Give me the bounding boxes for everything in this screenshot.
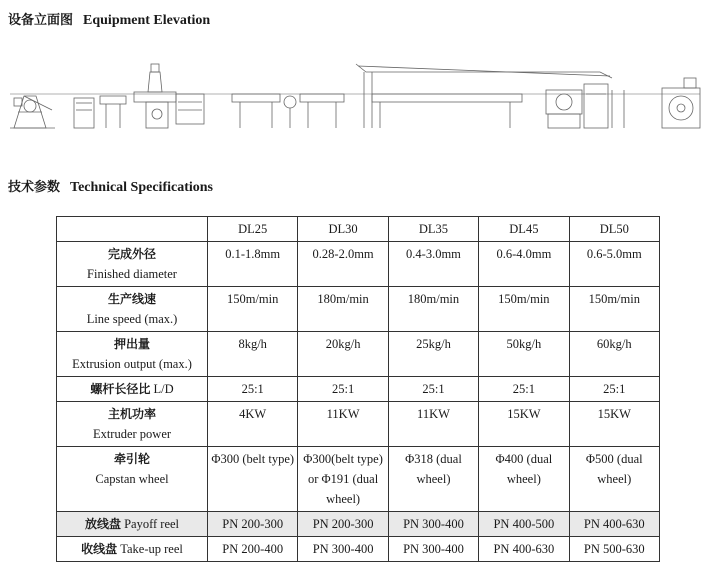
- value-cell: PN 300-400: [388, 512, 478, 537]
- value-cell: Φ400 (dual wheel): [479, 447, 569, 512]
- specs-heading: [8, 176, 213, 196]
- model-cell: DL30: [298, 217, 388, 242]
- model-cell: DL25: [208, 217, 298, 242]
- row-label: [57, 537, 208, 562]
- value-cell: 4KW: [208, 402, 298, 447]
- elevation-title-en: Equipment Elevation: [83, 13, 211, 28]
- spec-row: [57, 242, 660, 287]
- value-cell: PN 400-500: [479, 512, 569, 537]
- row-label-en: Extrusion output (max.): [72, 357, 192, 371]
- spec-row: [57, 377, 660, 402]
- value-cell: 0.1-1.8mm: [208, 242, 298, 287]
- row-label-cn: 螺杆长径比: [90, 382, 151, 396]
- value-cell: 180m/min: [298, 287, 388, 332]
- row-label-cn: 收线盘: [81, 542, 118, 556]
- payoff-stand-drawing: [10, 96, 55, 128]
- elevation-heading: [8, 9, 210, 29]
- value-cell: PN 200-300: [298, 512, 388, 537]
- value-cell: PN 200-400: [208, 537, 298, 562]
- corner-cell: [57, 217, 208, 242]
- specs-title-cn: 技术参数: [8, 180, 61, 195]
- value-cell: 150m/min: [208, 287, 298, 332]
- value-cell: 0.6-5.0mm: [569, 242, 659, 287]
- row-label: [57, 287, 208, 332]
- row-label: [57, 242, 208, 287]
- cooling-trough-drawing: [232, 94, 344, 128]
- value-cell: 60kg/h: [569, 332, 659, 377]
- elevation-title-cn: 设备立面图: [8, 13, 74, 28]
- row-label-cn: 主机功率: [107, 407, 156, 421]
- model-cell: DL50: [569, 217, 659, 242]
- value-cell: 50kg/h: [479, 332, 569, 377]
- row-label-en: Finished diameter: [87, 267, 177, 281]
- row-label-cn: 押出量: [113, 337, 150, 351]
- value-cell: 25:1: [208, 377, 298, 402]
- row-label: [57, 402, 208, 447]
- row-label-en: Capstan wheel: [95, 472, 169, 486]
- row-label-cn: 完成外径: [107, 247, 156, 261]
- value-cell: 25:1: [298, 377, 388, 402]
- value-cell: Φ500 (dual wheel): [569, 447, 659, 512]
- row-label: [57, 377, 208, 402]
- spec-row: [57, 402, 660, 447]
- row-label: [57, 447, 208, 512]
- value-cell: PN 500-630: [569, 537, 659, 562]
- value-cell: 15KW: [479, 402, 569, 447]
- value-cell: 20kg/h: [298, 332, 388, 377]
- row-label-cn: 牵引轮: [113, 452, 150, 466]
- value-cell: Φ318 (dual wheel): [388, 447, 478, 512]
- value-cell: 0.4-3.0mm: [388, 242, 478, 287]
- value-cell: 11KW: [388, 402, 478, 447]
- value-cell: 25:1: [479, 377, 569, 402]
- value-cell: 8kg/h: [208, 332, 298, 377]
- spec-row: [57, 447, 660, 512]
- row-label: [57, 332, 208, 377]
- spec-row: [57, 332, 660, 377]
- row-label: [57, 512, 208, 537]
- value-cell: PN 300-400: [298, 537, 388, 562]
- header-row: [57, 217, 660, 242]
- spec-row: [57, 512, 660, 537]
- value-cell: PN 300-400: [388, 537, 478, 562]
- value-cell: Φ300 (belt type): [208, 447, 298, 512]
- row-label-en: Payoff reel: [124, 517, 180, 531]
- value-cell: PN 400-630: [479, 537, 569, 562]
- value-cell: 11KW: [298, 402, 388, 447]
- row-label-en: Line speed (max.): [86, 312, 178, 326]
- value-cell: 0.28-2.0mm: [298, 242, 388, 287]
- value-cell: 150m/min: [479, 287, 569, 332]
- preheater-drawing: [74, 96, 126, 128]
- row-label-en: L/D: [153, 382, 174, 396]
- spec-row: [57, 537, 660, 562]
- specs-table: [56, 216, 660, 562]
- row-label-cn: 生产线速: [107, 292, 156, 306]
- row-label-en: Extruder power: [92, 427, 172, 441]
- model-cell: DL35: [388, 217, 478, 242]
- row-label-cn: 放线盘: [84, 517, 121, 531]
- value-cell: PN 200-300: [208, 512, 298, 537]
- cooling-conveyor-drawing: [356, 64, 612, 128]
- capstan-drawing: [546, 84, 624, 128]
- value-cell: 25:1: [388, 377, 478, 402]
- value-cell: 15KW: [569, 402, 659, 447]
- specs-title-en: Technical Specifications: [70, 180, 214, 195]
- value-cell: PN 400-630: [569, 512, 659, 537]
- takeup-drawing: [662, 78, 700, 128]
- extruder-drawing: [134, 64, 204, 128]
- equipment-elevation-drawing: [0, 50, 720, 136]
- value-cell: 180m/min: [388, 287, 478, 332]
- model-cell: DL45: [479, 217, 569, 242]
- value-cell: 25:1: [569, 377, 659, 402]
- row-label-en: Take-up reel: [120, 542, 183, 556]
- value-cell: Φ300(belt type) or Φ191 (dual wheel): [298, 447, 388, 512]
- value-cell: 150m/min: [569, 287, 659, 332]
- value-cell: 0.6-4.0mm: [479, 242, 569, 287]
- spec-row: [57, 287, 660, 332]
- value-cell: 25kg/h: [388, 332, 478, 377]
